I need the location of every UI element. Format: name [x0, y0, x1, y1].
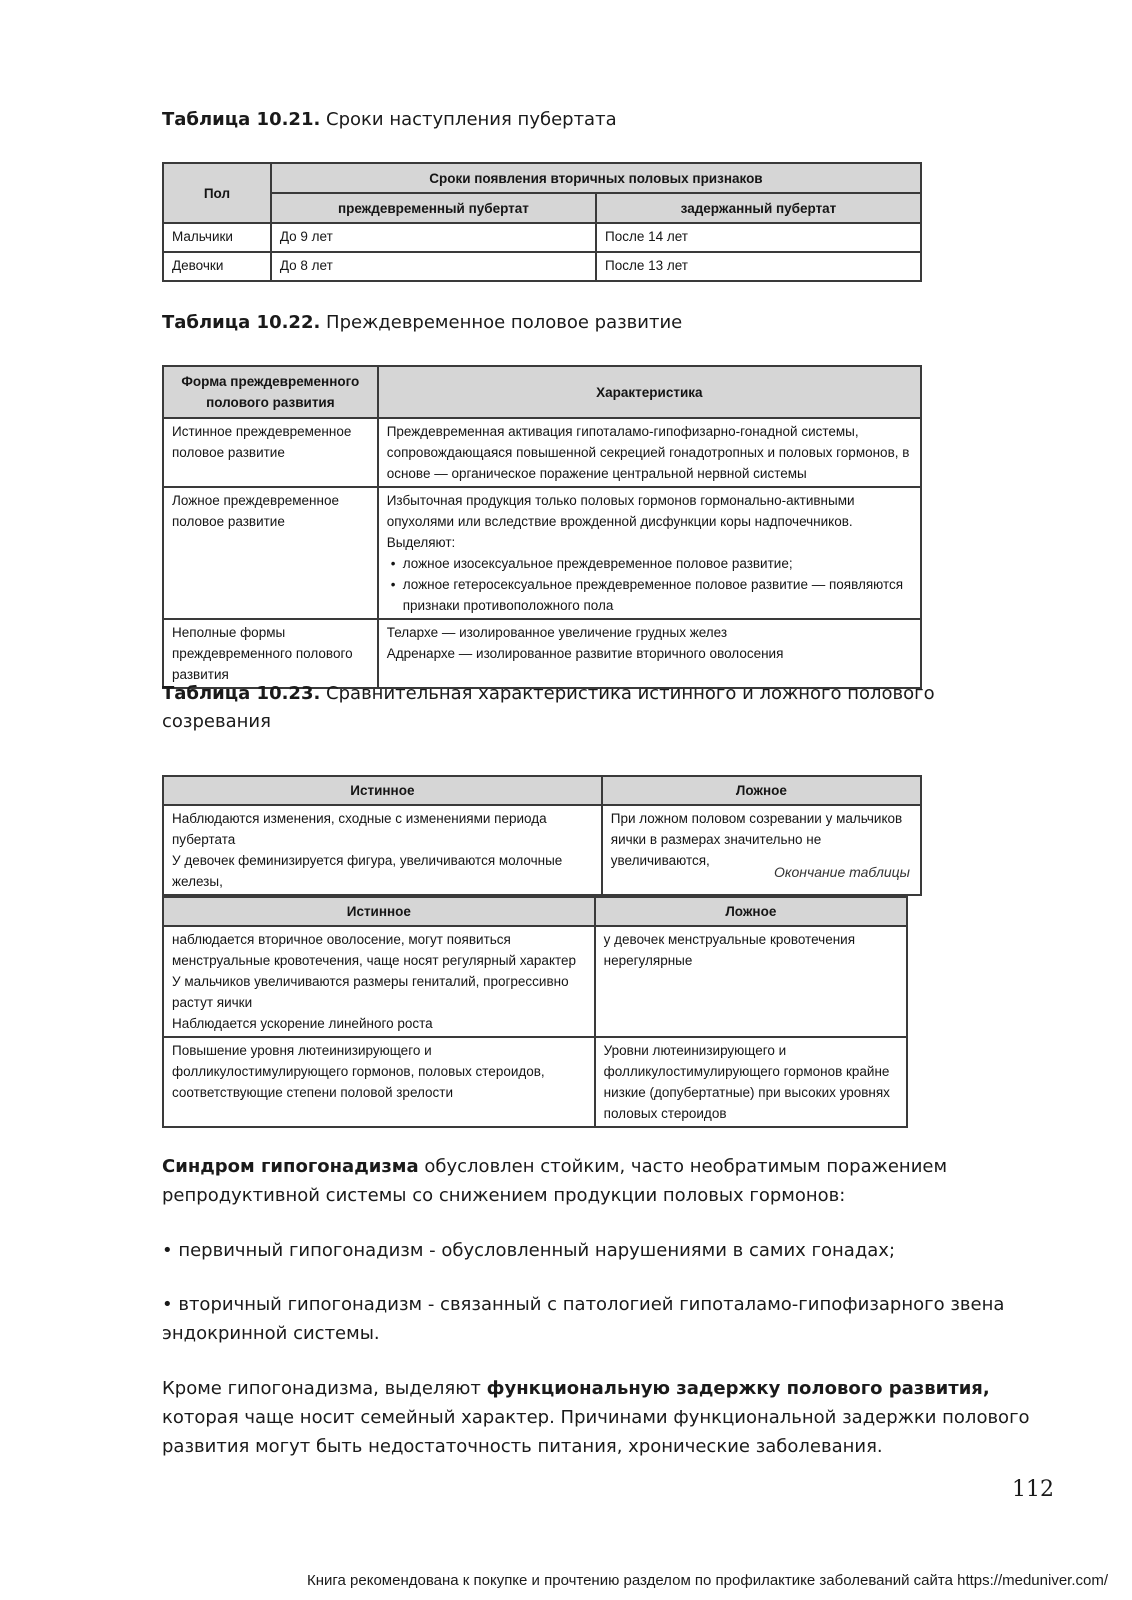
telarche-line: Телархе — изолированное увеличение грудных желез [386, 625, 728, 640]
text-line: У девочек феминизируется фигура, увеличиваются молочные железы, [172, 853, 563, 889]
table-10-21 [162, 162, 922, 282]
cell-characteristic: Преждевременная активация гипоталамо-гипофизарно-гонадной системы, сопровождающаяся повышенной секрецией гонадотропных и половых гормонов, в основе — органическое поражение центральной нервной системы [378, 418, 921, 487]
cell-sex: Девочки [163, 252, 271, 281]
table-row [163, 1037, 907, 1127]
caption-number: Таблица 10.23. [162, 683, 321, 704]
footer-note: Книга рекомендована к покупке и прочтению разделом по профилактике заболеваний сайта https://meduniver.com/ [306, 1572, 1108, 1589]
header-true: Истинное [163, 897, 595, 926]
page-number: 112 [1012, 1477, 1054, 1502]
cell-false: у девочек менструальные кровотечения нерегулярные [595, 926, 907, 1037]
paragraph-text: Кроме гипогонадизма, выделяют [162, 1378, 487, 1399]
characteristic-intro: Избыточная продукция только половых гормонов гормонально-активными опухолями или вследствие врожденной дисфункции коры надпочечников. Выделяют: [386, 493, 855, 550]
paragraph-text: которая чаще носит семейный характер. Причинами функциональной задержки полового развития могут быть недостаточность питания, хронические заболевания. [162, 1407, 1030, 1457]
caption-number: Таблица 10.22. [162, 312, 321, 333]
cell-form: Неполные формы преждевременного полового развития [163, 619, 378, 688]
text-line: При ложном половом созревании у мальчиков [610, 811, 903, 826]
cell-characteristic [378, 487, 921, 619]
table-row [163, 223, 921, 252]
paragraph-hypogonadism [162, 1152, 1062, 1210]
header-sex: Пол [163, 163, 271, 223]
caption-text: Сравнительная характеристика истинного и ложного полового созревания [162, 683, 935, 732]
table-10-22-caption [162, 309, 682, 337]
table-10-21-caption [162, 106, 617, 134]
adrenarche-line: Адренархе — изолированное развитие вторичного оволосения [386, 646, 784, 661]
cell-false [602, 805, 921, 895]
table-row [163, 252, 921, 281]
table-row [163, 805, 921, 895]
text-line: У мальчиков увеличиваются размеры гениталий, прогрессивно растут яички [172, 974, 569, 1010]
cell-late: После 14 лет [596, 223, 921, 252]
caption-number: Таблица 10.21. [162, 109, 321, 130]
cell-true [163, 805, 602, 895]
list-item: • ложное изосексуальное преждевременное половое развитие; [403, 553, 912, 574]
cell-form: Ложное преждевременное половое развитие [163, 487, 378, 619]
cell-early: До 9 лет [271, 223, 596, 252]
continuation-label: Окончание таблицы [773, 864, 910, 880]
cell-early: До 8 лет [271, 252, 596, 281]
list-item: • ложное гетеросексуальное преждевременное половое развитие — появляются признаки противоположного пола [403, 574, 912, 616]
paragraph-functional-delay [162, 1374, 1062, 1461]
text-line: яички в размерах значительно не увеличиваются, [610, 832, 822, 868]
header-secondary-signs: Сроки появления вторичных половых признаков [271, 163, 921, 193]
cell-late: После 13 лет [596, 252, 921, 281]
cell-sex: Мальчики [163, 223, 271, 252]
bullet-list [387, 553, 912, 616]
table-10-23-part2 [162, 896, 908, 1128]
header-delayed-puberty: задержанный пубертат [596, 193, 921, 223]
table-10-22 [162, 365, 922, 689]
header-true: Истинное [163, 776, 602, 805]
cell-true: Повышение уровня лютеинизирующего и фолликулостимулирующего гормонов, половых стероидов, соответствующие степени половой зрелости [163, 1037, 595, 1127]
table-10-23-caption [162, 680, 962, 736]
cell-form: Истинное преждевременное половое развитие [163, 418, 378, 487]
header-false: Ложное [602, 776, 921, 805]
table-row [163, 487, 921, 619]
cell-false: Уровни лютеинизирующего и фолликулостимулирующего гормонов крайне низкие (допубертатные) при высоких уровнях половых стероидов [595, 1037, 907, 1127]
cell-characteristic [378, 619, 921, 688]
bullet-secondary: • вторичный гипогонадизм - связанный с патологией гипоталамо-гипофизарного звена эндокринной системы. [162, 1294, 1005, 1344]
caption-text: Сроки наступления пубертата [320, 109, 617, 130]
text-line: Наблюдаются изменения, сходные с изменениями периода пубертата [172, 811, 547, 847]
caption-text: Преждевременное половое развитие [320, 312, 683, 333]
table-row [163, 619, 921, 688]
table-row [163, 418, 921, 487]
paragraph-text: обусловлен стойким, часто необратимым поражением репродуктивной системы со снижением продукции половых гормонов: [162, 1156, 948, 1206]
bullet-primary: • первичный гипогонадизм - обусловленный нарушениями в самих гонадах; [162, 1240, 896, 1261]
header-early-puberty: преждевременный пубертат [271, 193, 596, 223]
text-line: наблюдается вторичное оволосение, могут появиться менструальные кровотечения, чаще носят регулярный характер [172, 932, 577, 968]
header-form: Форма преждевременного полового развития [163, 366, 378, 418]
bold-term: Синдром гипогонадизма [162, 1156, 419, 1177]
table-row [163, 926, 907, 1037]
text-line: Наблюдается ускорение линейного роста [172, 1016, 433, 1031]
header-false: Ложное [595, 897, 907, 926]
header-characteristic: Характеристика [378, 366, 921, 418]
bold-term: функциональную задержку полового развития, [486, 1378, 990, 1399]
cell-true [163, 926, 595, 1037]
